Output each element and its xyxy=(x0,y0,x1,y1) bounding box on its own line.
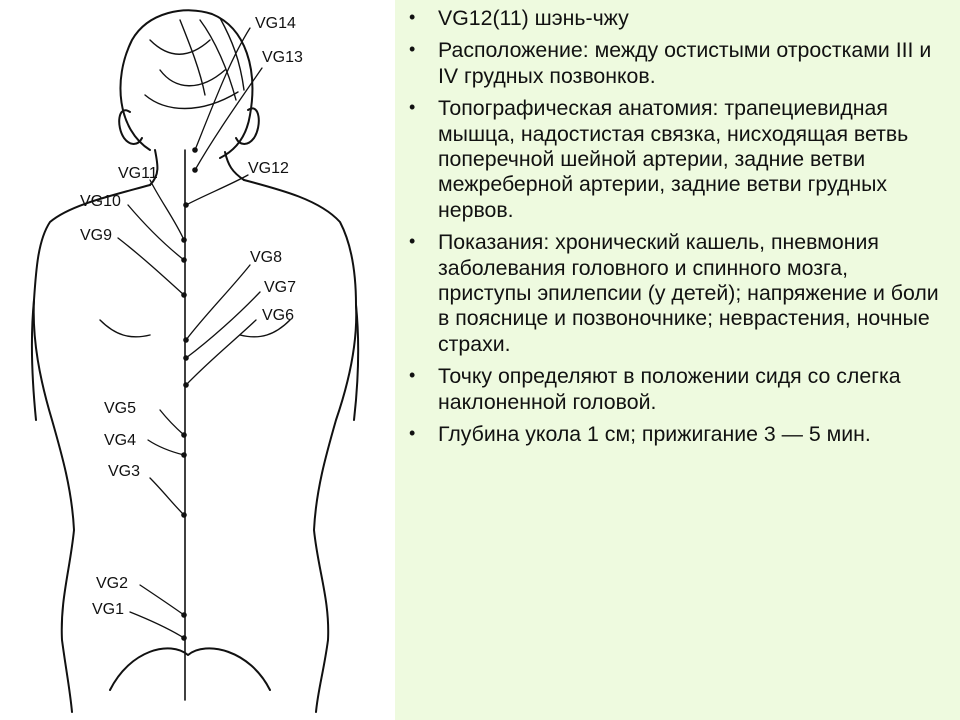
point-vg13 xyxy=(192,167,198,173)
indications-text: Показания: хронический кашель, пневмония заболевания головного и спинного мозга, приступы эпилепсии (у детей); напряжение и боли в пояснице и позвоночнике; неврастения, ночные страхи. xyxy=(438,230,939,356)
point-vg4 xyxy=(181,452,187,458)
point-vg5 xyxy=(181,432,187,438)
location-text: Расположение: между остистыми отростками III и IV грудных позвонков. xyxy=(438,38,932,88)
label-vg13: VG13 xyxy=(262,49,303,66)
bullet-icon: • xyxy=(409,365,416,386)
point-vg12 xyxy=(183,202,189,208)
list-item xyxy=(409,6,942,31)
list-item xyxy=(409,38,942,89)
bullet-icon: • xyxy=(409,231,416,252)
point-vg7 xyxy=(183,355,189,361)
label-vg9: VG9 xyxy=(80,227,113,244)
pointer-vg10 xyxy=(128,205,184,260)
pointer-vg8 xyxy=(186,265,250,340)
pointer-vg9 xyxy=(118,238,184,295)
label-vg10: VG10 xyxy=(80,193,121,210)
pointer-vg5 xyxy=(160,410,184,435)
label-vg7: VG7 xyxy=(264,279,297,296)
point-vg3 xyxy=(181,512,187,518)
bullet-icon: • xyxy=(409,423,416,444)
bullet-icon: • xyxy=(409,97,416,118)
acupuncture-figure xyxy=(0,0,395,720)
point-vg1 xyxy=(181,635,187,641)
bullet-icon: • xyxy=(409,7,416,27)
pointer-vg4 xyxy=(148,440,184,455)
point-title: VG12(11) шэнь-чжу xyxy=(438,6,629,30)
point-vg14 xyxy=(192,147,198,153)
label-vg5: VG5 xyxy=(104,400,137,417)
list-item xyxy=(409,364,942,415)
list-item xyxy=(409,96,942,223)
left-scapula xyxy=(100,320,150,337)
left-ear xyxy=(119,110,142,144)
neck-right xyxy=(225,152,244,180)
point-vg8 xyxy=(183,337,189,343)
pointer-vg7 xyxy=(186,292,260,358)
depth-text: Глубина укола 1 см; прижигание 3 — 5 мин. xyxy=(438,422,871,447)
label-vg3: VG3 xyxy=(108,463,141,480)
pointer-vg2 xyxy=(140,585,184,615)
hair-strokes xyxy=(145,18,244,109)
point-vg2 xyxy=(181,612,187,618)
list-item xyxy=(409,230,942,357)
point-vg6 xyxy=(183,382,189,388)
anatomy-text: Топографическая анатомия: трапециевидная мышца, надостистая связка, нисходящая ветвь поперечной шейной артерии, задние ветви межреберной артерии, задние ветви грудных нервов. xyxy=(438,96,909,222)
label-vg1: VG1 xyxy=(92,601,125,618)
buttocks-outline xyxy=(110,648,270,690)
point-vg9 xyxy=(181,292,187,298)
label-vg12: VG12 xyxy=(248,160,289,177)
back-diagram-svg xyxy=(0,0,395,720)
list-item xyxy=(409,422,942,447)
description-panel xyxy=(395,0,960,720)
head-outline xyxy=(120,10,252,158)
label-vg14: VG14 xyxy=(255,15,296,32)
label-vg4: VG4 xyxy=(104,432,137,449)
bullet-icon: • xyxy=(409,39,416,60)
label-vg11: VG11 xyxy=(118,165,158,182)
description-list xyxy=(395,0,960,448)
label-vg8: VG8 xyxy=(250,249,283,266)
label-vg2: VG2 xyxy=(96,575,129,592)
position-text: Точку определяют в положении сидя со слегка наклоненной головой. xyxy=(438,364,901,414)
pointer-vg12 xyxy=(186,175,248,205)
pointer-vg1 xyxy=(130,612,184,638)
pointer-vg3 xyxy=(150,478,184,515)
label-vg6: VG6 xyxy=(262,307,295,324)
pointer-vg11 xyxy=(150,180,184,240)
point-vg11 xyxy=(181,237,187,243)
point-vg10 xyxy=(181,257,187,263)
